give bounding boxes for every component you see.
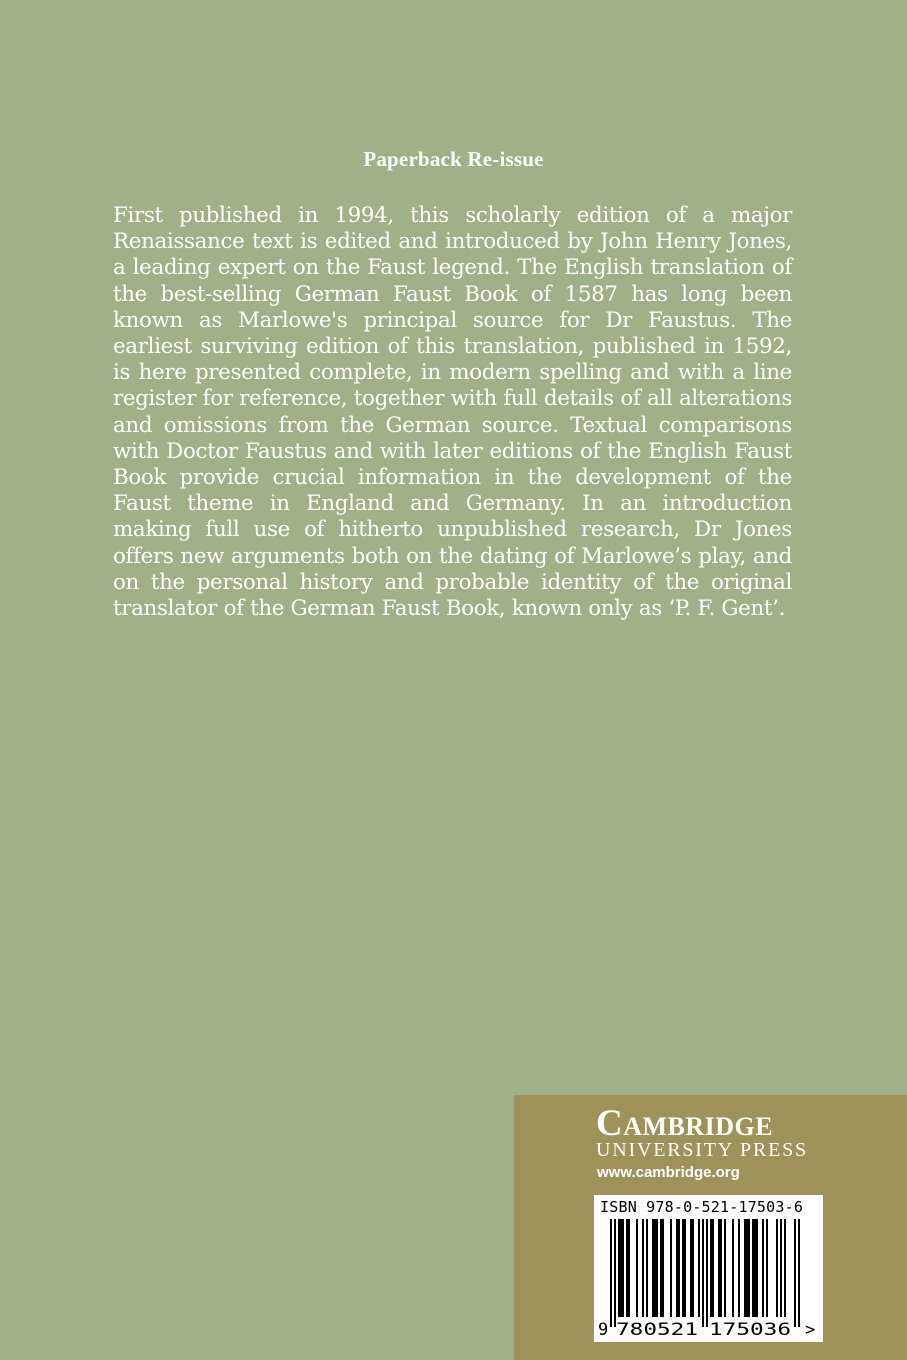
barcode-bar	[710, 1219, 712, 1317]
barcode-bar	[614, 1219, 616, 1327]
barcode-left-digits: 780521	[616, 1320, 698, 1340]
barcode-bar	[670, 1219, 672, 1317]
barcode-bar	[628, 1219, 630, 1317]
barcode-bar	[724, 1219, 726, 1317]
barcode-bar	[738, 1219, 740, 1317]
barcode-bar	[748, 1219, 750, 1317]
barcode-bar	[692, 1219, 694, 1317]
barcode-bar	[706, 1219, 708, 1327]
barcode-bar	[618, 1219, 620, 1317]
barcode-bar	[610, 1219, 612, 1327]
barcode-bar	[690, 1219, 692, 1317]
barcode-bar	[660, 1219, 662, 1317]
barcode-right-digits: 175036	[709, 1320, 791, 1340]
cover-heading: Paperback Re-issue	[363, 147, 544, 171]
barcode-bar	[756, 1219, 758, 1317]
barcode-bar	[622, 1219, 624, 1317]
barcode-bar	[656, 1219, 658, 1317]
barcode-bar	[646, 1219, 648, 1317]
barcode-bar	[654, 1219, 656, 1317]
blurb-text: First published in 1994, this scholarly edition of a major Renaissance text is edited and introduced by John Henry Jones, a leading expert on the Faust legend. The English translation of the best-selling German Faust Book of 1587 has long been known as Marlowe's principal source for Dr Faustus. The earliest surviving edition of this translation, published in 1592, is here presented complete, in modern spelling and with a line register for reference, together with full details of all alterations and omissions from the German source. Textual comparisons with Doctor Faustus and with later editions of the English Faust Book provide crucial information in the development of the Faust theme in England and Germany. In an introduction making full use of hitherto unpublished research, Dr Jones offers new arguments both on the dating of Marlowe’s play, and on the personal history and probable identity of the original translator of the German Faust Book, known only as ‘P. F. Gent’.	[113, 203, 792, 622]
barcode-bar	[662, 1219, 664, 1317]
barcode-image	[594, 1195, 823, 1342]
barcode-bar	[678, 1219, 680, 1317]
barcode-bar	[732, 1219, 734, 1317]
barcode-bar	[794, 1219, 796, 1327]
barcode-bar	[712, 1219, 714, 1317]
publisher-panel	[514, 1095, 907, 1360]
barcode-bar	[744, 1219, 746, 1317]
barcode-bar	[746, 1219, 748, 1317]
barcode-first-digit: 9	[598, 1320, 609, 1340]
barcode-bar	[754, 1219, 756, 1317]
barcode-bar	[784, 1219, 786, 1317]
publisher-url: www.cambridge.org	[597, 1164, 740, 1181]
barcode-bar	[642, 1219, 644, 1317]
barcode-bar	[798, 1219, 800, 1327]
barcode-bar	[720, 1219, 722, 1317]
publisher-name: Cambridge	[596, 1103, 774, 1144]
barcode-bar	[718, 1219, 720, 1317]
barcode-bar	[626, 1219, 628, 1317]
barcode-bar	[698, 1219, 700, 1317]
barcode-bar	[684, 1219, 686, 1317]
barcode-end-mark: >	[805, 1320, 816, 1340]
isbn-label: ISBN 978-0-521-17503-6	[600, 1198, 804, 1216]
barcode-bar	[636, 1219, 638, 1317]
barcode-bar	[752, 1219, 754, 1317]
barcode-bars	[610, 1219, 800, 1327]
barcode-bar	[652, 1219, 654, 1317]
barcode-bar	[780, 1219, 782, 1317]
barcode-bar	[676, 1219, 678, 1317]
publisher-subtitle: UNIVERSITY PRESS	[596, 1139, 808, 1161]
barcode-bar	[682, 1219, 684, 1317]
barcode-bar	[702, 1219, 704, 1327]
barcode-bar	[620, 1219, 622, 1317]
barcode-bar	[776, 1219, 778, 1317]
barcode-bar	[762, 1219, 764, 1317]
barcode-panel	[594, 1195, 823, 1342]
barcode-bar	[766, 1219, 768, 1317]
